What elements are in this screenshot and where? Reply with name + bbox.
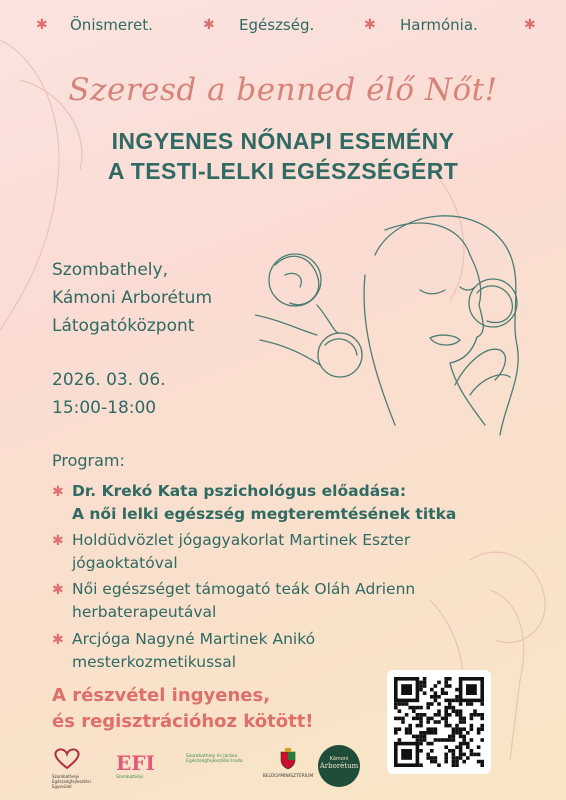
program-item <box>52 529 482 577</box>
headline: Szeresd a benned élő Nőt! <box>68 72 498 108</box>
tagline-row <box>0 14 566 38</box>
program-item-line: Holdüdvözlet jógagyakorlat Martinek Eszter <box>72 531 411 549</box>
star-icon: ✱ <box>52 632 64 648</box>
tagline-1: Önismeret. <box>70 16 153 34</box>
program-item-line: jógaoktatóval <box>72 554 178 572</box>
star-icon: ✱ <box>52 484 64 500</box>
logo-belugyminiszterium <box>258 748 318 792</box>
qr-code[interactable] <box>387 670 491 774</box>
program-item <box>52 480 482 528</box>
subheadline-line-1: INGYENES NŐNAPI ESEMÉNY <box>111 128 455 154</box>
star-icon: ✱ <box>203 17 215 33</box>
qr-code-image <box>387 670 491 774</box>
logo-efi-text: EFI <box>116 751 155 775</box>
location-line-1: Szombathely, <box>52 260 168 280</box>
program-item-line: A női lelki egészség megteremtésének titka <box>72 505 457 523</box>
program-item-line: Arcjóga Nagyné Martinek Anikó <box>72 630 316 648</box>
woman-flower-illustration <box>255 195 545 465</box>
registration-line-2: és regisztrációhoz kötött! <box>52 711 314 732</box>
program-item <box>52 578 482 626</box>
location-line-3: Látogatóközpont <box>52 316 195 336</box>
star-icon: ✱ <box>52 582 64 598</box>
program-label: Program: <box>52 451 125 470</box>
tagline-3: Harmónia. <box>400 16 478 34</box>
logo-kamoni-arboretum <box>318 745 360 787</box>
location-line-2: Kámoni Arborétum <box>52 288 213 308</box>
star-icon: ✱ <box>52 533 64 549</box>
tagline-2: Egészség. <box>239 16 315 34</box>
program-item <box>52 628 482 676</box>
logo-efi-sub: Szombathelyi <box>116 774 144 779</box>
star-icon: ✱ <box>364 17 376 33</box>
event-time: 15:00-18:00 <box>52 398 157 418</box>
logo-kamoni-top: Kámoni <box>329 756 349 762</box>
program-item-line: Női egészséget támogató teák Oláh Adrienn <box>72 580 416 598</box>
registration-line-1: A részvétel ingyenes, <box>52 685 271 706</box>
logo-efi-iroda <box>186 754 250 794</box>
subheadline-line-2: A TESTI-LELKI EGÉSZSÉGÉRT <box>107 158 459 184</box>
star-icon: ✱ <box>36 17 48 33</box>
event-date: 2026. 03. 06. <box>52 370 166 390</box>
logo-egyesulet <box>52 748 100 788</box>
logo-egyesulet-text: Szombathelyi Egészségfejlesztési Egyesület <box>52 774 91 789</box>
hungarian-coat-of-arms-icon <box>279 748 297 770</box>
logo-iroda-text: Szombathely és Járása Egészségfejlesztési Iroda <box>186 754 243 764</box>
heart-logo-icon <box>52 748 82 770</box>
program-item-line: herbaterapeutával <box>72 603 217 621</box>
logo-efi-szombathely <box>116 752 178 792</box>
logo-ministry-text: BELÜGYMINISZTÉRIUM <box>262 774 314 779</box>
star-icon: ✱ <box>524 17 536 33</box>
program-item-line: mesterkozmetikussal <box>72 653 237 671</box>
logo-kamoni-main: Arborétum <box>319 762 359 770</box>
program-item-line: Dr. Krekó Kata pszichológus előadása: <box>72 482 407 500</box>
